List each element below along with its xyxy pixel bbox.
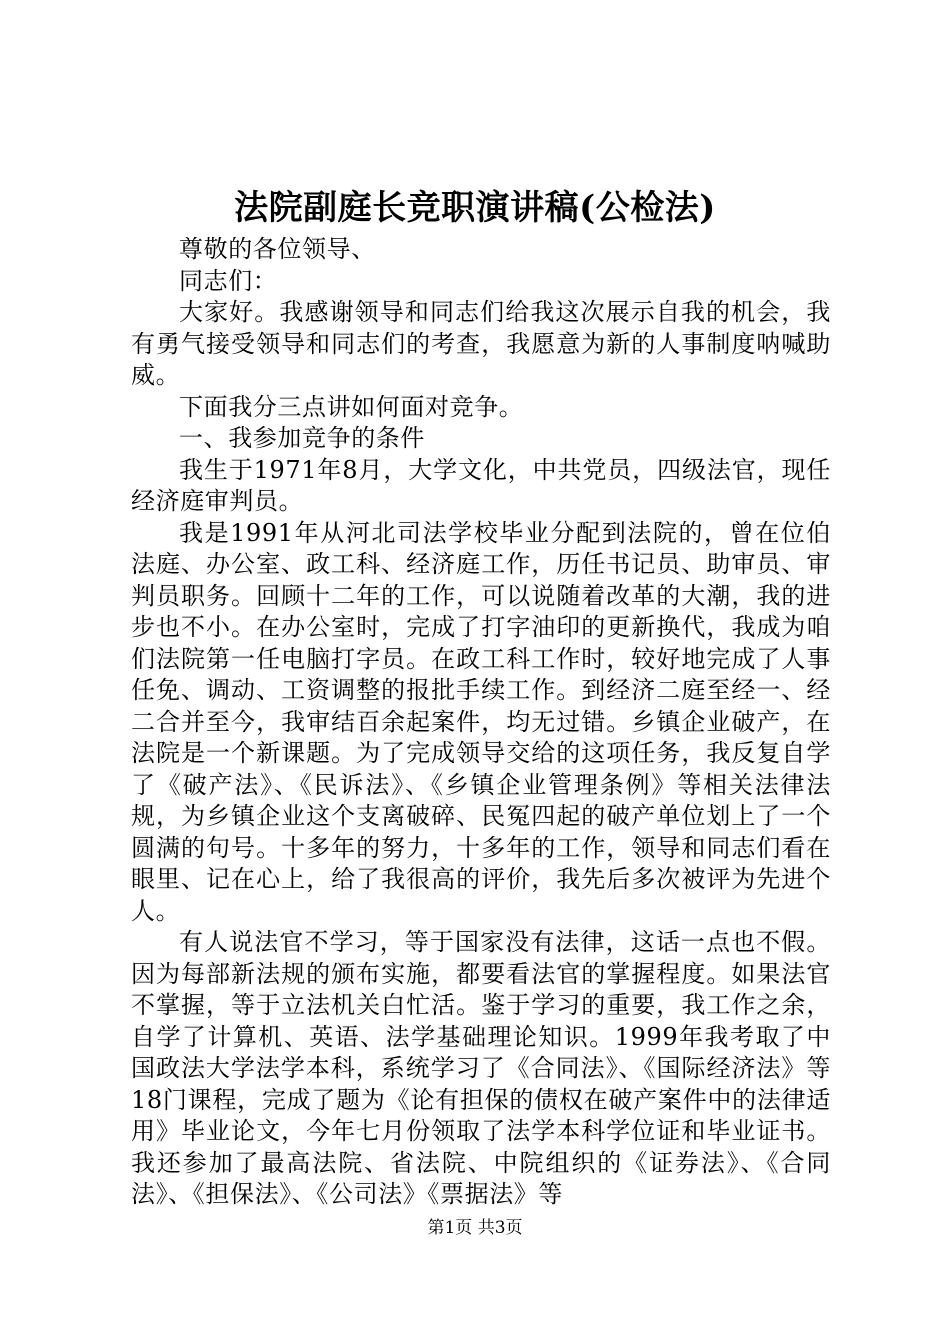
page-number-footer: 第1页 共3页 [427, 1218, 523, 1238]
paragraph-career: 我是1991年从河北司法学校毕业分配到法院的，曾在位伯法庭、办公室、政工科、经济庭工作，历任书记员、助审员、审判员职务。回顾十二年的工作，可以说随着改革的大潮，我的进步也不小。在办公室时，完成了打字油印的更新换代，我成为咱们法院第一任电脑打字员。在政工科工作时，较好地完成了人事任免、调动、工资调整的报批手续工作。到经济二庭至经一、经二合并至今，我审结百余起案件，均无过错。乡镇企业破产，在法院是一个新课题。为了完成领导交给的这项任务，我反复自学了《破产法》、《民诉法》、《乡镇企业管理条例》等相关法律法规，为乡镇企业这个支离破碎、民冤四起的破产单位划上了一个圆满的句号。十多年的努力，十多年的工作，领导和同志们看在眼里、记在心上，给了我很高的评价，我先后多次被评为先进个人。 [131, 518, 831, 925]
document-body [131, 234, 831, 1211]
section-heading-1: 一、我参加竞争的条件 [179, 424, 425, 452]
paragraph-study: 有人说法官不学习，等于国家没有法律，这话一点也不假。因为每部新法规的颁布实施，都要看法官的掌握程度。如果法官不掌握，等于立法机关白忙活。鉴于学习的重要，我工作之余，自学了计算机、英语、法学基础理论知识。1999年我考取了中国政法大学法学本科，系统学习了《合同法》、《国际经济法》等18门课程，完成了题为《论有担保的债权在破产案件中的法律适用》毕业论文，今年七月份领取了法学本科学位证和毕业证书。我还参加了最高法院、省法院、中院组织的《证券法》、《合同法》、《担保法》、《公司法》《票据法》等 [131, 928, 831, 1208]
paragraph-outline: 下面我分三点讲如何面对竞争。 [179, 392, 524, 421]
paragraph-greeting: 大家好。我感谢领导和同志们给我这次展示自我的机会，我有勇气接受领导和同志们的考查，我愿意为新的人事制度呐喊助威。 [131, 298, 831, 389]
salutation-line-2: 同志们： [179, 266, 278, 295]
paragraph-background: 我生于1971年8月，大学文化，中共党员，四级法官，现任经济庭审判员。 [131, 455, 831, 515]
document-title: 法院副庭长竞职演讲稿(公检法) [234, 188, 716, 228]
salutation-line-1: 尊敬的各位领导、 [179, 235, 376, 263]
